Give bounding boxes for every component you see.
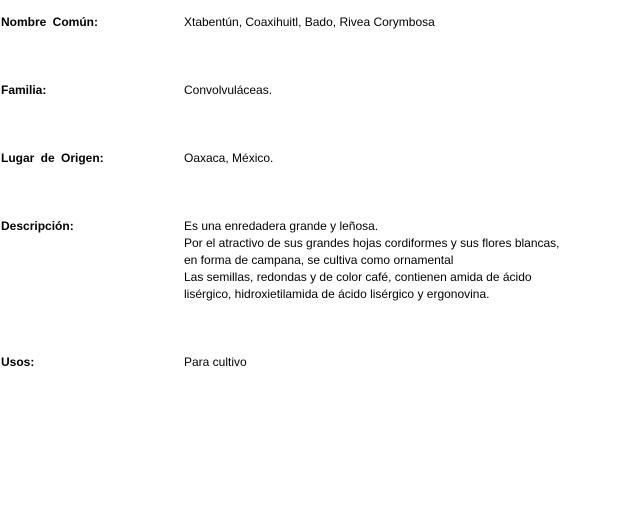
value-line: Por el atractivo de sus grandes hojas cordiformes y sus flores blancas, <box>184 236 560 250</box>
field-value-usos <box>184 354 614 371</box>
value-line: Convolvuláceas. <box>184 83 273 97</box>
field-value-familia <box>184 82 614 99</box>
field-value-nombre-comun <box>184 14 614 31</box>
field-label-usos: Usos: <box>1 355 35 369</box>
field-label-nombre-comun: Nombre Común: <box>1 15 98 29</box>
value-line: Para cultivo <box>184 355 247 369</box>
field-label-descripcion: Descripción: <box>1 219 74 233</box>
field-label-lugar-de-origen: Lugar de Origen: <box>1 151 104 165</box>
field-label-familia: Familia: <box>1 83 47 97</box>
value-line: en forma de campana, se cultiva como ornamental <box>184 253 454 267</box>
field-value-lugar-de-origen <box>184 150 614 167</box>
value-line: lisérgico, hidroxietilamida de ácido lisérgico y ergonovina. <box>184 287 490 301</box>
value-line: Oaxaca, México. <box>184 151 274 165</box>
value-line: Xtabentún, Coaxihuitl, Bado, Rivea Corymbosa <box>184 15 435 29</box>
value-line: Las semillas, redondas y de color café, contienen amida de ácido <box>184 270 532 284</box>
field-value-descripcion <box>184 218 614 303</box>
value-line: Es una enredadera grande y leñosa. <box>184 219 379 233</box>
